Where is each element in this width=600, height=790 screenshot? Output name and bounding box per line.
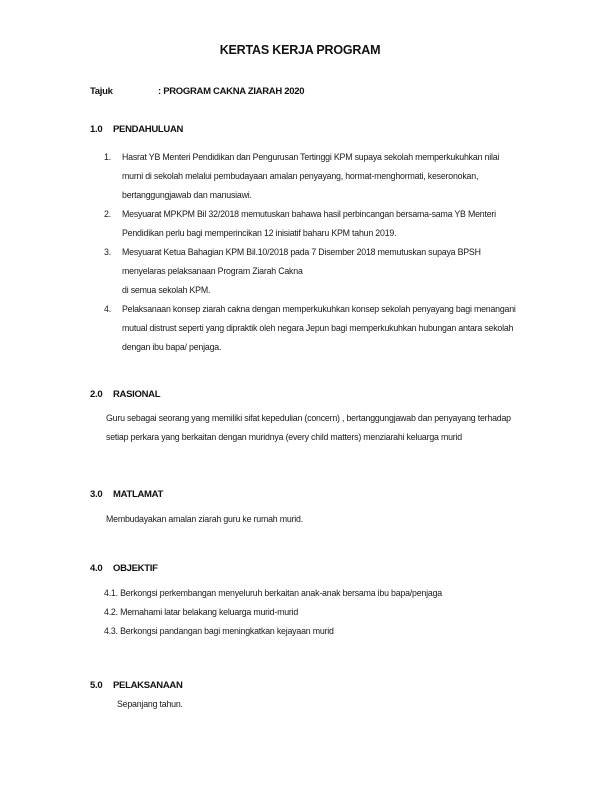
matlamat-text [106,510,303,529]
paragraph-line: Guru sebagai seorang yang memiliki sifat kepedulian (concern) , bertanggungjawab dan penyayang terhadap [106,413,511,423]
list-item-line: Hasrat YB Menteri Pendidikan dan Pengurusan Tertinggi KPM supaya sekolah memperkukuhkan nilai [122,152,500,162]
tajuk-value: : PROGRAM CAKNA ZIARAH 2020 [158,86,305,97]
section-number-pendahuluan: 1.0 [90,124,103,135]
list-item-line: bertanggungjawab dan manusiawi. [122,190,252,200]
section-title-matlamat: MATLAMAT [113,489,164,500]
list-item-number: 4. [104,304,111,314]
list-item-line: di semua sekolah KPM. [122,285,211,295]
section-title-pendahuluan: PENDAHULUAN [113,124,184,135]
list-item [104,148,544,205]
document-title: KERTAS KERJA PROGRAM [219,43,381,57]
list-item-line: murni di sekolah melalui pembudayaan amalan penyayang, hormat-menghormati, keseronokan, [122,171,479,181]
list-item-number: 3. [104,247,111,257]
pendahuluan-list [104,148,544,357]
section-number-objektif: 4.0 [90,563,103,574]
section-number-rasional: 2.0 [90,389,103,400]
list-item [104,300,544,357]
list-item [104,205,544,243]
list-item-number: 1. [104,152,111,162]
list-item-number: 2. [104,209,111,219]
section-number-pelaksanaan: 5.0 [90,680,103,691]
list-item [104,243,544,300]
pelaksanaan-text [117,695,183,714]
paragraph-line: Membudayakan amalan ziarah guru ke rumah murid. [106,514,303,524]
list-item-line: dengan ibu bapa/ penjaga. [122,342,222,352]
objektif-item: 4.1. Berkongsi perkembangan menyeluruh berkaitan anak-anak bersama ibu bapa/penjaga [104,588,442,598]
section-title-rasional: RASIONAL [113,389,161,400]
list-item-line: Mesyuarat MPKPM Bil 32/2018 memutuskan bahawa hasil perbincangan bersama-sama YB Menteri [122,209,496,219]
rasional-text [106,409,511,447]
objektif-item: 4.2. Memahami latar belakang keluarga murid-murid [104,607,299,617]
list-item-line: Pelaksanaan konsep ziarah cakna dengan memperkukuhkan konsep sekolah penyayang bagi menangani [122,304,516,314]
paragraph-line: setiap perkara yang berkaitan dengan muridnya (every child matters) menziarahi keluarga murid [106,432,462,442]
section-number-matlamat: 3.0 [90,489,103,500]
list-item-line: Pendidikan perlu bagi memperincikan 12 inisiatif baharu KPM tahun 2019. [122,228,397,238]
list-item-line: mutual distrust seperti yang dipraktik oleh negara Jepun bagi memperkukuhkan hubungan antara sekolah [122,323,514,333]
list-item-line: menyelaras pelaksanaan Program Ziarah Cakna [122,266,303,276]
objektif-item: 4.3. Berkongsi pandangan bagi meningkatkan kejayaan murid [104,626,334,636]
list-item-line: Mesyuarat Ketua Bahagian KPM Bil.10/2018 pada 7 Disember 2018 memutuskan supaya BPSH [122,247,481,257]
section-title-pelaksanaan: PELAKSANAAN [113,680,183,691]
section-title-objektif: OBJEKTIF [113,563,158,574]
tajuk-label: Tajuk [90,86,113,97]
paragraph-line: Sepanjang tahun. [117,699,183,709]
